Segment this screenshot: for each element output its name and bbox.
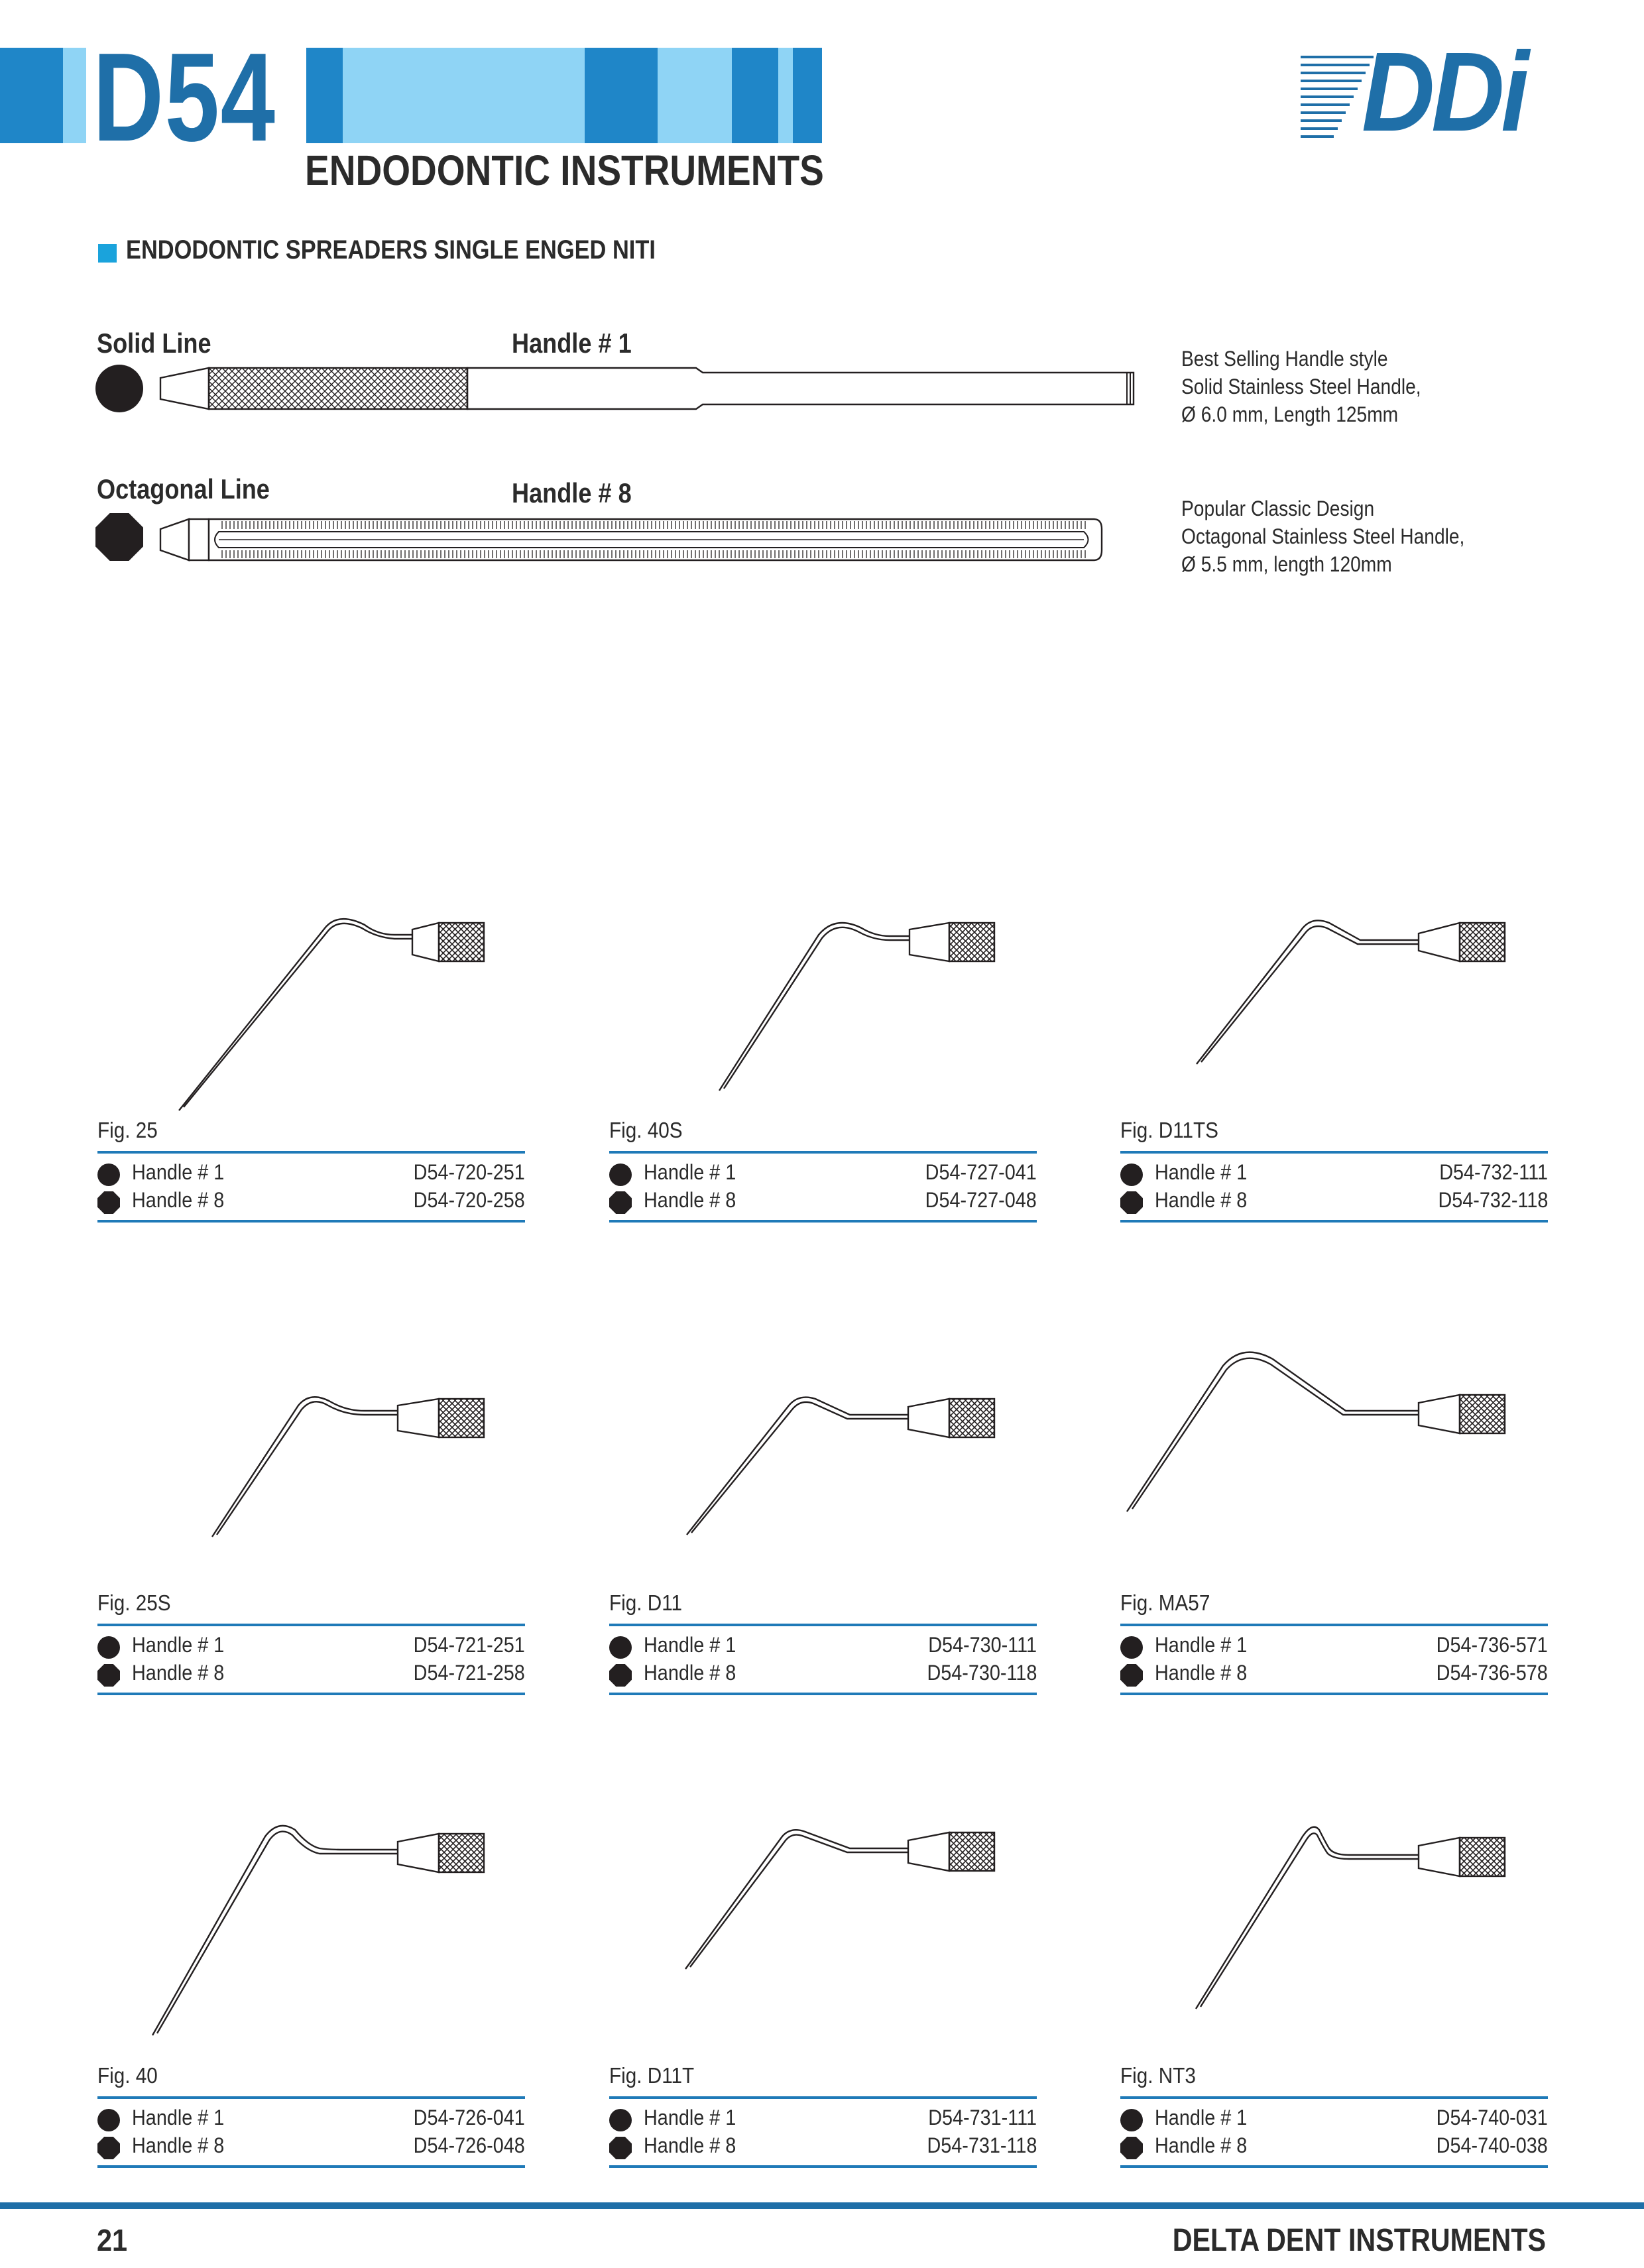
- handle-8-description: [1181, 495, 1464, 578]
- product-code: D54-726-048: [413, 2133, 525, 2157]
- handle-label: Handle # 8: [644, 2133, 736, 2157]
- fig-label: Fig. 25: [97, 1118, 158, 1142]
- fig-label: Fig. D11TS: [1120, 1118, 1218, 1142]
- handle-label: Handle # 1: [132, 1160, 225, 1184]
- handle-1-title: Handle # 1: [512, 328, 632, 359]
- instrument-fig-25s: [166, 1386, 497, 1545]
- instrument-fig-d11ts: [1187, 908, 1518, 1081]
- circle-icon: [609, 2109, 632, 2131]
- circle-icon: [97, 1636, 120, 1659]
- circle-icon: [1120, 1636, 1143, 1659]
- instrument-fig-d11: [676, 1386, 1008, 1545]
- octagon-icon: [1120, 1664, 1143, 1687]
- band-stripe: [778, 48, 793, 143]
- circle-icon: [609, 1164, 632, 1186]
- octagon-icon: [609, 1664, 632, 1687]
- product-row-handle-8: [1120, 1188, 1548, 1216]
- band-stripe: [793, 48, 822, 143]
- desc-line: Ø 6.0 mm, Length 125mm: [1181, 402, 1399, 426]
- handle-label: Handle # 8: [132, 1661, 225, 1685]
- product-code: D54-727-048: [925, 1188, 1037, 1212]
- handle-label: Handle # 1: [132, 1633, 225, 1657]
- band-stripe: [585, 48, 658, 143]
- desc-line: Ø 5.5 mm, length 120mm: [1181, 552, 1392, 576]
- rule-top: [609, 1624, 1037, 1626]
- footer-bar: [0, 2202, 1644, 2209]
- handle-label: Handle # 1: [1155, 1160, 1248, 1184]
- octagon-icon: [95, 513, 143, 561]
- rule-top: [97, 1624, 525, 1626]
- rule-bottom: [609, 1220, 1037, 1223]
- instrument-fig-nt3: [1187, 1817, 1518, 2015]
- product-code: D54-740-031: [1436, 2106, 1548, 2129]
- product-code: D54-730-111: [928, 1633, 1037, 1657]
- fig-label: Fig. 40S: [609, 1118, 683, 1142]
- octagonal-line-title: Octagonal Line: [97, 473, 270, 505]
- circle-icon: [97, 2109, 120, 2131]
- rule-bottom: [609, 1693, 1037, 1695]
- handle-8-title: Handle # 8: [512, 477, 632, 508]
- handle-label: Handle # 1: [644, 2106, 736, 2129]
- desc-line: Popular Classic Design: [1181, 497, 1375, 520]
- product-code: D54-736-571: [1436, 1633, 1548, 1657]
- product-row-handle-8: [97, 1661, 525, 1689]
- rule-top: [609, 1151, 1037, 1154]
- handle-label: Handle # 1: [644, 1633, 736, 1657]
- fig-label: Fig. 25S: [97, 1590, 171, 1615]
- handle-1-drawing: [152, 358, 1147, 418]
- rule-top: [97, 1151, 525, 1154]
- desc-line: Best Selling Handle style: [1181, 347, 1388, 371]
- band-stripe: [732, 48, 778, 143]
- product-code: D54-721-258: [413, 1661, 525, 1685]
- octagon-icon: [97, 1191, 120, 1214]
- fig-label: Fig. 40: [97, 2063, 158, 2088]
- product-row-handle-8: [1120, 1661, 1548, 1689]
- handle-label: Handle # 1: [1155, 2106, 1248, 2129]
- section-title: ENDODONTIC SPREADERS SINGLE ENGED NITI: [126, 235, 656, 265]
- product-row-handle-8: [97, 1188, 525, 1216]
- product-code: D54-732-118: [1438, 1188, 1548, 1212]
- fig-label: Fig. NT3: [1120, 2063, 1196, 2088]
- desc-line: Solid Stainless Steel Handle,: [1181, 375, 1421, 398]
- rule-top: [1120, 1151, 1548, 1154]
- fig-label: Fig. D11T: [609, 2063, 695, 2088]
- band-stripe: [658, 48, 732, 143]
- product-code: D54-721-251: [413, 1633, 525, 1657]
- product-row-handle-1: [609, 1160, 1037, 1188]
- product-row-handle-1: [609, 1633, 1037, 1661]
- band-stripe: [63, 48, 89, 143]
- fig-label: Fig. D11: [609, 1590, 683, 1615]
- logo-text: DDi: [1362, 29, 1526, 155]
- product-code: D54-731-111: [928, 2106, 1037, 2129]
- rule-bottom: [97, 2165, 525, 2168]
- handle-label: Handle # 8: [1155, 1188, 1248, 1212]
- product-code: D54-720-251: [413, 1160, 525, 1184]
- handle-label: Handle # 8: [1155, 2133, 1248, 2157]
- handle-label: Handle # 8: [132, 1188, 225, 1212]
- rule-bottom: [1120, 2165, 1548, 2168]
- desc-line: Octagonal Stainless Steel Handle,: [1181, 524, 1465, 548]
- rule-top: [1120, 1624, 1548, 1626]
- circle-icon: [1120, 1164, 1143, 1186]
- product-row-handle-1: [1120, 1633, 1548, 1661]
- handle-label: Handle # 1: [132, 2106, 225, 2129]
- catalog-code: D54: [93, 27, 276, 168]
- product-row-handle-1: [609, 2106, 1037, 2133]
- page-number: 21: [97, 2223, 128, 2257]
- band-stripe: [0, 48, 63, 143]
- product-row-handle-8: [609, 1188, 1037, 1216]
- rule-top: [97, 2096, 525, 2099]
- octagon-icon: [1120, 1191, 1143, 1214]
- circle-icon: [1120, 2109, 1143, 2131]
- rule-bottom: [1120, 1693, 1548, 1695]
- instrument-fig-ma57: [1120, 1346, 1518, 1518]
- product-code: D54-732-111: [1439, 1160, 1548, 1184]
- octagon-icon: [609, 1191, 632, 1214]
- product-code: D54-731-118: [927, 2133, 1037, 2157]
- instrument-fig-d11t: [676, 1817, 1008, 1976]
- band-stripe: [343, 48, 386, 143]
- fig-label: Fig. MA57: [1120, 1590, 1210, 1615]
- product-row-handle-8: [97, 2133, 525, 2161]
- product-code: D54-736-578: [1436, 1661, 1548, 1685]
- circle-icon: [609, 1636, 632, 1659]
- rule-top: [1120, 2096, 1548, 2099]
- instrument-fig-40s: [676, 908, 1008, 1101]
- product-code: D54-740-038: [1436, 2133, 1548, 2157]
- product-code: D54-727-041: [925, 1160, 1037, 1184]
- product-row-handle-1: [97, 1160, 525, 1188]
- handle-label: Handle # 1: [644, 1160, 736, 1184]
- product-code: D54-720-258: [413, 1188, 525, 1212]
- circle-icon: [95, 365, 143, 412]
- circle-icon: [97, 1164, 120, 1186]
- handle-label: Handle # 8: [644, 1661, 736, 1685]
- rule-bottom: [97, 1220, 525, 1223]
- product-row-handle-1: [1120, 1160, 1548, 1188]
- band-stripe: [306, 48, 343, 143]
- solid-line-title: Solid Line: [97, 328, 211, 359]
- section-marker: [98, 244, 117, 263]
- rule-bottom: [1120, 1220, 1548, 1223]
- rule-bottom: [609, 2165, 1037, 2168]
- band-stripe: [386, 48, 585, 143]
- octagon-icon: [609, 2137, 632, 2159]
- page-subtitle: ENDODONTIC INSTRUMENTS: [305, 147, 824, 194]
- octagon-icon: [1120, 2137, 1143, 2159]
- handle-label: Handle # 8: [132, 2133, 225, 2157]
- handle-label: Handle # 1: [1155, 1633, 1248, 1657]
- instrument-fig-25: [166, 908, 497, 1120]
- product-row-handle-1: [1120, 2106, 1548, 2133]
- handle-1-description: [1181, 345, 1421, 428]
- rule-top: [609, 2096, 1037, 2099]
- product-row-handle-8: [1120, 2133, 1548, 2161]
- handle-label: Handle # 8: [644, 1188, 736, 1212]
- product-code: D54-726-041: [413, 2106, 525, 2129]
- product-row-handle-1: [97, 2106, 525, 2133]
- octagon-icon: [97, 1664, 120, 1687]
- product-row-handle-8: [609, 1661, 1037, 1689]
- instrument-fig-40: [146, 1817, 497, 2042]
- product-row-handle-1: [97, 1633, 525, 1661]
- handle-8-drawing: [152, 509, 1107, 569]
- product-code: D54-730-118: [927, 1661, 1037, 1685]
- handle-label: Handle # 8: [1155, 1661, 1248, 1685]
- octagon-icon: [97, 2137, 120, 2159]
- product-row-handle-8: [609, 2133, 1037, 2161]
- ddi-logo: [1301, 29, 1549, 155]
- rule-bottom: [97, 1693, 525, 1695]
- footer-brand: DELTA DENT INSTRUMENTS: [1172, 2223, 1546, 2258]
